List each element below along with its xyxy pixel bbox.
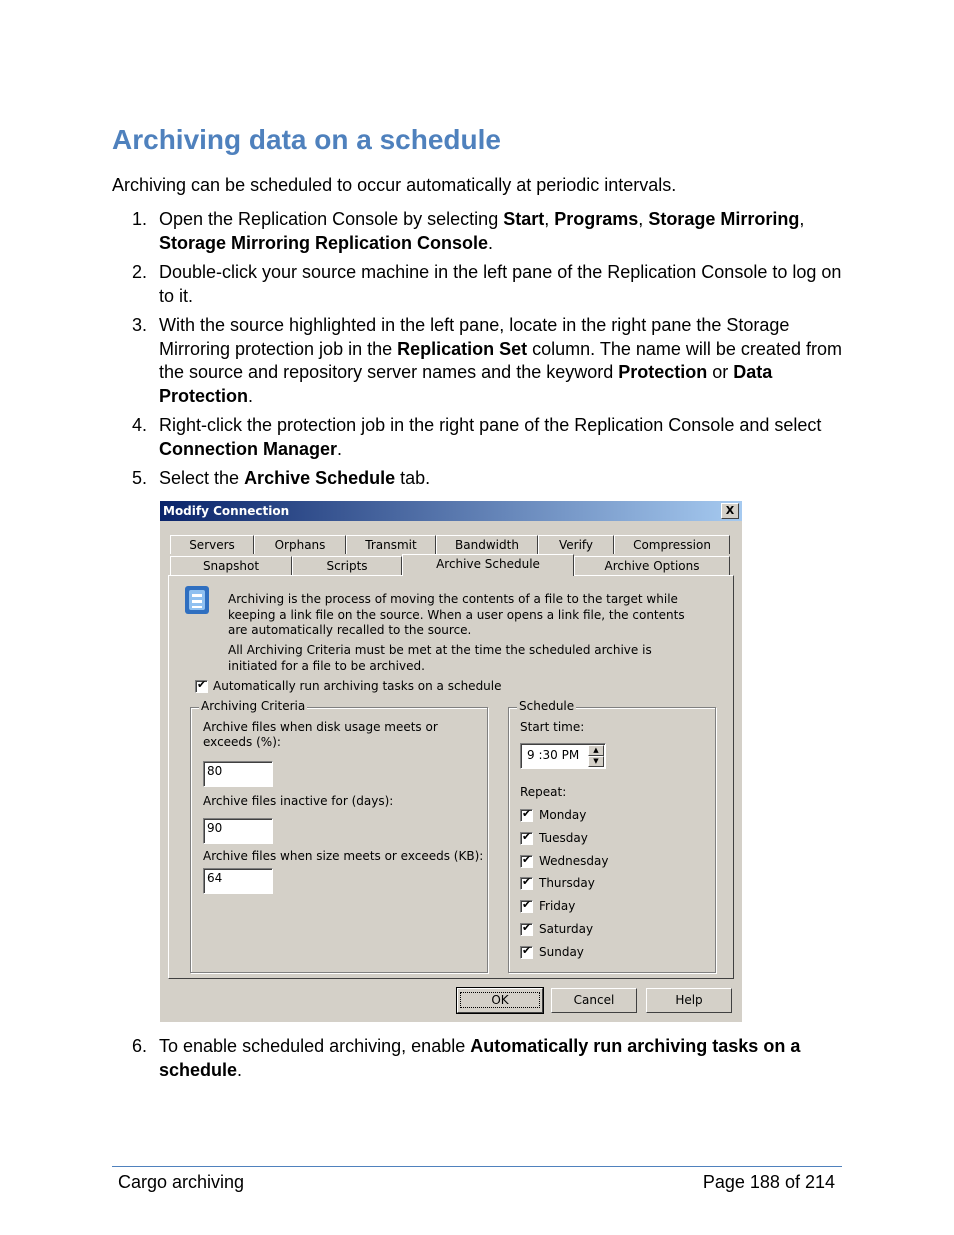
checkbox-checked-icon	[520, 900, 533, 913]
step-5	[112, 467, 852, 491]
cancel-button[interactable]: Cancel	[551, 988, 637, 1013]
checkbox-checked-icon	[520, 855, 533, 868]
day-checkbox-saturday[interactable]	[520, 922, 593, 936]
tab-archive-options[interactable]: Archive Options	[574, 556, 730, 575]
footer-rule	[112, 1166, 842, 1167]
dialog-titlebar	[160, 501, 742, 521]
step-bold: Replication Set	[397, 338, 528, 359]
info-text-2: All Archiving Criteria must be met at the time the scheduled archive is initiated for a file to be archived.	[228, 643, 652, 673]
step-1	[112, 208, 852, 255]
start-time-spinner[interactable]	[520, 743, 606, 769]
tab-archive-schedule[interactable]: Archive Schedule	[402, 554, 574, 576]
day-checkbox-friday[interactable]	[520, 899, 575, 913]
tab-compression[interactable]: Compression	[614, 535, 730, 554]
close-button[interactable]	[721, 503, 739, 519]
ok-button[interactable]	[457, 988, 543, 1013]
step-number: 2.	[132, 262, 148, 282]
day-label: Friday	[539, 899, 576, 913]
day-label: Saturday	[539, 922, 594, 936]
step-text: ,	[638, 209, 649, 229]
step-bold: Connection Manager	[159, 438, 338, 459]
step-bold: Archive Schedule	[244, 468, 396, 488]
step-4	[112, 414, 852, 461]
auto-schedule-label: Automatically run archiving tasks on a schedule	[213, 679, 502, 693]
spin-up-button[interactable]	[588, 745, 604, 756]
tab-transmit[interactable]: Transmit	[346, 535, 436, 554]
file-size-field[interactable]: 64	[203, 868, 273, 894]
start-time-value: 9 :30 PM	[527, 748, 580, 762]
checkbox-checked-icon	[520, 832, 533, 845]
schedule-legend: Schedule	[519, 699, 575, 713]
checkbox-checked-icon	[520, 946, 533, 959]
step-2	[112, 261, 852, 308]
step-text: .	[237, 1059, 243, 1080]
step-text: .	[337, 438, 343, 459]
step-number: 5.	[132, 468, 148, 488]
intro-text: Archiving can be scheduled to occur automatically at periodic intervals.	[112, 175, 677, 195]
file-size-label: Archive files when size meets or exceeds (KB):	[203, 849, 484, 863]
step-text: Double-click your source machine in the left pane of the Replication Console to log on to it.	[159, 262, 842, 306]
help-button[interactable]: Help	[646, 988, 732, 1013]
ok-label: OK	[460, 992, 539, 1008]
arrow-up-icon: ▲	[593, 746, 599, 754]
steps-list	[112, 208, 852, 497]
footer-section-title: Cargo archiving	[118, 1172, 245, 1192]
day-label: Thursday	[539, 876, 595, 890]
step-text: Right-click the protection job in the right pane of the Replication Console and select	[159, 415, 822, 435]
info-text-1: Archiving is the process of moving the contents of a file to the target while keeping a link file on the source. When a user opens a link file, the contents are automatically recalled to the source.	[228, 592, 685, 637]
step-bold: Start	[503, 209, 545, 229]
modify-connection-dialog	[160, 501, 742, 1022]
day-label: Tuesday	[539, 831, 588, 845]
step-text: With the source highlighted in the left pane, locate in the right pane the Storage Mirroring protection job in the	[159, 315, 790, 359]
step-6	[112, 1035, 852, 1082]
tab-scripts[interactable]: Scripts	[292, 556, 402, 575]
step-text: Select the	[159, 468, 245, 488]
archive-app-icon	[183, 582, 213, 618]
day-label: Monday	[539, 808, 587, 822]
inactive-days-label: Archive files inactive for (days):	[203, 794, 394, 808]
tab-orphans[interactable]: Orphans	[254, 535, 346, 554]
step-text: To enable scheduled archiving, enable	[159, 1036, 471, 1056]
step-text: or	[707, 362, 734, 382]
arrow-down-icon: ▼	[593, 757, 599, 765]
tab-snapshot[interactable]: Snapshot	[170, 556, 292, 575]
criteria-legend: Archiving Criteria	[201, 699, 306, 713]
tab-row-1	[170, 535, 730, 555]
step-bold: Storage Mirroring Replication Console	[159, 232, 489, 253]
step-bold: Protection	[618, 362, 708, 382]
spin-down-button[interactable]	[588, 756, 604, 767]
auto-schedule-checkbox[interactable]	[190, 679, 502, 693]
page-title: Archiving data on a schedule	[112, 124, 501, 155]
day-checkbox-sunday[interactable]	[520, 945, 584, 959]
tab-verify[interactable]: Verify	[538, 535, 614, 554]
day-checkbox-thursday[interactable]	[520, 876, 595, 890]
day-checkbox-wednesday[interactable]	[520, 854, 608, 868]
day-label: Wednesday	[539, 854, 609, 868]
day-checkbox-monday[interactable]	[520, 808, 586, 822]
checkbox-checked-icon	[520, 923, 533, 936]
step-number: 1.	[132, 209, 148, 229]
disk-usage-field[interactable]: 80	[203, 761, 273, 787]
dialog-title: Modify Connection	[163, 504, 290, 518]
step-text: .	[488, 232, 494, 253]
day-checkbox-tuesday[interactable]	[520, 831, 588, 845]
tab-servers[interactable]: Servers	[170, 535, 254, 554]
disk-usage-label: Archive files when disk usage meets or exceeds (%):	[203, 720, 438, 749]
step-bold: Programs	[554, 209, 639, 229]
step-number: 6.	[132, 1036, 148, 1056]
step-number: 4.	[132, 415, 148, 435]
tab-row-2	[170, 556, 730, 576]
step-text: Open the Replication Console by selecting	[159, 209, 504, 229]
checkbox-checked-icon	[195, 680, 208, 693]
step-text: column. The name will be created from the source and repository server names and the keyword	[159, 338, 842, 382]
step-text: ,	[544, 209, 555, 229]
close-icon: X	[725, 504, 735, 517]
step-3	[112, 314, 852, 408]
checkbox-checked-icon	[520, 809, 533, 822]
step-bold: Data Protection	[159, 362, 773, 406]
step-bold: Automatically run archiving tasks on a schedule	[159, 1036, 801, 1080]
day-label: Sunday	[539, 945, 584, 959]
footer-page-number: Page 188 of 214	[702, 1172, 835, 1192]
step-text: ,	[799, 209, 805, 229]
checkbox-checked-icon	[520, 877, 533, 890]
tab-bandwidth[interactable]: Bandwidth	[436, 535, 538, 554]
repeat-label: Repeat:	[520, 785, 567, 799]
inactive-days-field[interactable]: 90	[203, 818, 273, 844]
step-number: 3.	[132, 315, 148, 335]
step-text: tab.	[395, 468, 431, 488]
start-time-label: Start time:	[520, 720, 585, 734]
step-bold: Storage Mirroring	[648, 209, 800, 229]
step-text: .	[248, 385, 254, 406]
step-6-text	[112, 1035, 852, 1082]
